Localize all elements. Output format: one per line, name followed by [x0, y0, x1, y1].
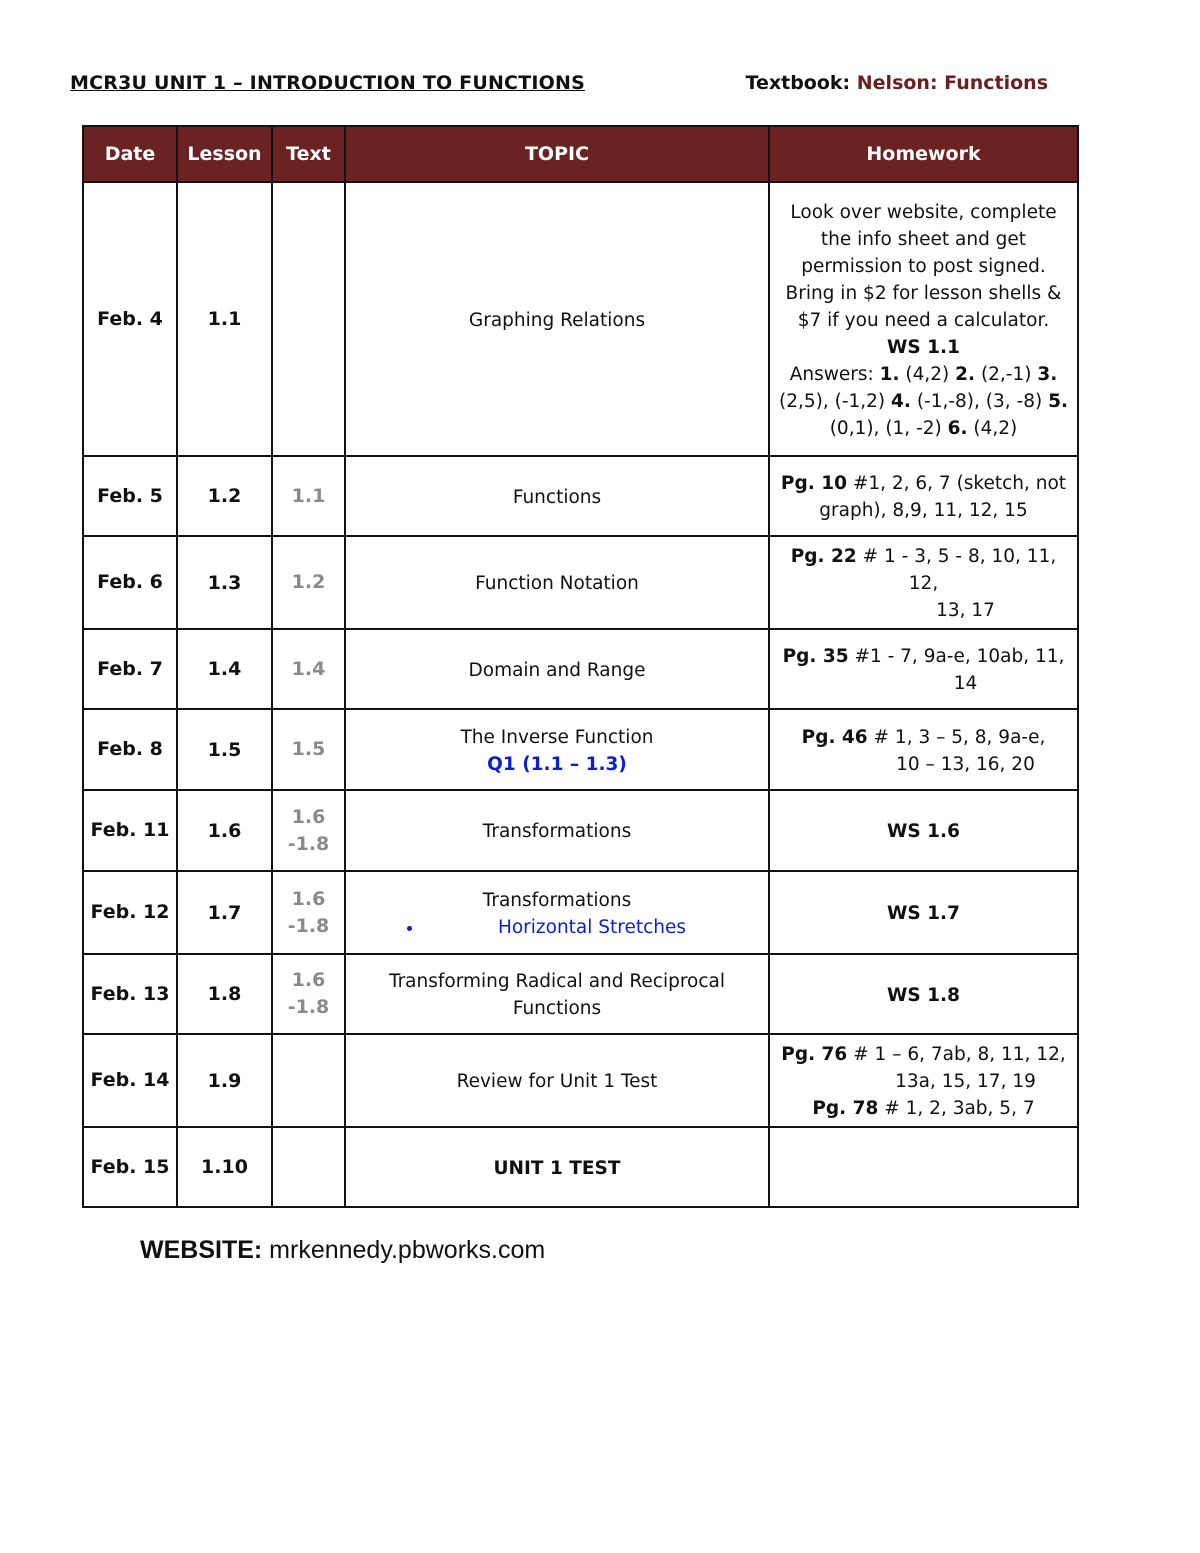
homework-questions-cont: 13, 17 [936, 600, 995, 621]
date-cell: Feb. 6 [83, 536, 177, 629]
lesson-cell: 1.9 [177, 1034, 272, 1127]
table-row [83, 954, 1078, 1034]
homework-cell [769, 456, 1078, 536]
homework-questions: # 1, 2, 3ab, 5, 7 [878, 1098, 1035, 1119]
website-label: WEBSITE: [140, 1236, 263, 1264]
page-ref: Pg. 46 [801, 726, 868, 748]
table-row [83, 629, 1078, 709]
page-ref: Pg. 35 [782, 646, 849, 667]
answer-value: (2,5), (-1,2) [779, 390, 892, 412]
website-url[interactable]: mrkennedy.pbworks.com [262, 1236, 546, 1264]
table-row [83, 536, 1078, 629]
answer-value: (-1,-8), (3, -8) [910, 390, 1049, 412]
col-header-date: Date [83, 126, 177, 182]
answer-number: 3. [1037, 363, 1058, 385]
col-header-homework: Homework [769, 126, 1078, 182]
date-cell: Feb. 8 [83, 709, 177, 790]
homework-questions: #1 - 7, 9a-e, 10ab, 11, [848, 646, 1065, 667]
topic-cell: Function Notation [345, 536, 769, 629]
textbook-value: Nelson: Functions [856, 72, 1048, 94]
topic-cell: Review for Unit 1 Test [345, 1034, 769, 1127]
date-cell: Feb. 4 [83, 182, 177, 456]
answers-label: Answers: [789, 363, 880, 385]
textbook-reference [746, 72, 1048, 94]
page-ref: Pg. 76 [781, 1044, 848, 1065]
topic-cell: Functions [345, 456, 769, 536]
homework-questions: #1, 2, 6, 7 (sketch, not graph), 8,9, 11, 12, 15 [819, 473, 1067, 521]
quiz-note: Q1 (1.1 – 1.3) [487, 753, 627, 775]
document-header [70, 72, 1060, 100]
homework-questions-cont: 10 – 13, 16, 20 [896, 753, 1035, 775]
col-header-text: Text [272, 126, 345, 182]
col-header-topic: TOPIC [345, 126, 769, 182]
text-cell: 1.2 [272, 536, 345, 629]
page-ref: Pg. 78 [812, 1098, 879, 1119]
date-cell: Feb. 5 [83, 456, 177, 536]
textbook-label: Textbook: [745, 72, 857, 94]
homework-cell: WS 1.6 [769, 790, 1078, 871]
lesson-cell: 1.8 [177, 954, 272, 1034]
topic-title: The Inverse Function [460, 726, 654, 748]
table-row [83, 871, 1078, 954]
topic-title: Transformations [482, 889, 632, 911]
lesson-cell: 1.6 [177, 790, 272, 871]
website-footer [140, 1236, 545, 1265]
date-cell: Feb. 11 [83, 790, 177, 871]
topic-bullet-item: • Horizontal Stretches [424, 914, 760, 941]
lesson-cell: 1.2 [177, 456, 272, 536]
text-cell [272, 182, 345, 456]
date-cell: Feb. 12 [83, 871, 177, 954]
text-cell: 1.6 -1.8 [272, 790, 345, 871]
worksheet-label: WS 1.1 [887, 336, 960, 358]
homework-cell: WS 1.7 [769, 871, 1078, 954]
answer-number: 5. [1048, 390, 1068, 412]
homework-cell [769, 709, 1078, 790]
table-row [83, 456, 1078, 536]
topic-cell: Domain and Range [345, 629, 769, 709]
homework-questions-cont: 13a, 15, 17, 19 [895, 1071, 1036, 1092]
text-cell: 1.4 [272, 629, 345, 709]
answer-value: (0,1), (1, -2) [829, 417, 948, 439]
topic-cell: UNIT 1 TEST [345, 1127, 769, 1207]
answer-number: 6. [947, 417, 968, 439]
lesson-cell: 1.4 [177, 629, 272, 709]
lesson-cell: 1.5 [177, 709, 272, 790]
answer-value: (4,2) [967, 417, 1018, 439]
homework-questions: # 1 – 6, 7ab, 8, 11, 12, [847, 1044, 1066, 1065]
homework-questions: # 1, 3 – 5, 8, 9a-e, [867, 726, 1046, 748]
lesson-cell: 1.10 [177, 1127, 272, 1207]
table-row [83, 709, 1078, 790]
page-ref: Pg. 10 [780, 473, 847, 494]
table-row [83, 182, 1078, 456]
date-cell: Feb. 15 [83, 1127, 177, 1207]
answer-value: (2,-1) [975, 363, 1038, 385]
document-title: MCR3U UNIT 1 – INTRODUCTION TO FUNCTIONS [70, 72, 585, 94]
homework-cell: WS 1.8 [769, 954, 1078, 1034]
date-cell: Feb. 14 [83, 1034, 177, 1127]
homework-cell [769, 1127, 1078, 1207]
lesson-cell: 1.3 [177, 536, 272, 629]
lesson-cell: 1.7 [177, 871, 272, 954]
homework-cell [769, 629, 1078, 709]
text-cell: 1.5 [272, 709, 345, 790]
text-cell [272, 1034, 345, 1127]
date-cell: Feb. 13 [83, 954, 177, 1034]
homework-intro: Look over website, complete the info sheet and get permission to post signed. Bring in $2 for lesson shells & $7 if you need a calculator. [785, 201, 1062, 331]
col-header-lesson: Lesson [177, 126, 272, 182]
text-cell: 1.6 -1.8 [272, 871, 345, 954]
answer-number: 4. [891, 390, 911, 412]
homework-cell [769, 182, 1078, 456]
answer-number: 2. [955, 363, 976, 385]
homework-cell [769, 1034, 1078, 1127]
topic-cell [345, 709, 769, 790]
homework-questions-cont: 14 [953, 673, 978, 694]
table-row [83, 790, 1078, 871]
text-cell: 1.6 -1.8 [272, 954, 345, 1034]
schedule-table [82, 125, 1079, 1208]
homework-cell [769, 536, 1078, 629]
topic-cell [345, 871, 769, 954]
text-cell: 1.1 [272, 456, 345, 536]
header-row [83, 126, 1078, 182]
topic-cell: Transforming Radical and Reciprocal Functions [345, 954, 769, 1034]
text-cell [272, 1127, 345, 1207]
topic-cell: Transformations [345, 790, 769, 871]
lesson-cell: 1.1 [177, 182, 272, 456]
topic-bullets [354, 914, 760, 941]
topic-cell: Graphing Relations [345, 182, 769, 456]
date-cell: Feb. 7 [83, 629, 177, 709]
table-row [83, 1127, 1078, 1207]
homework-questions: # 1 - 3, 5 - 8, 10, 11, 12, [856, 546, 1057, 594]
table-row [83, 1034, 1078, 1127]
answer-value: (4,2) [899, 363, 956, 385]
answer-number: 1. [879, 363, 900, 385]
page-ref: Pg. 22 [790, 546, 857, 567]
